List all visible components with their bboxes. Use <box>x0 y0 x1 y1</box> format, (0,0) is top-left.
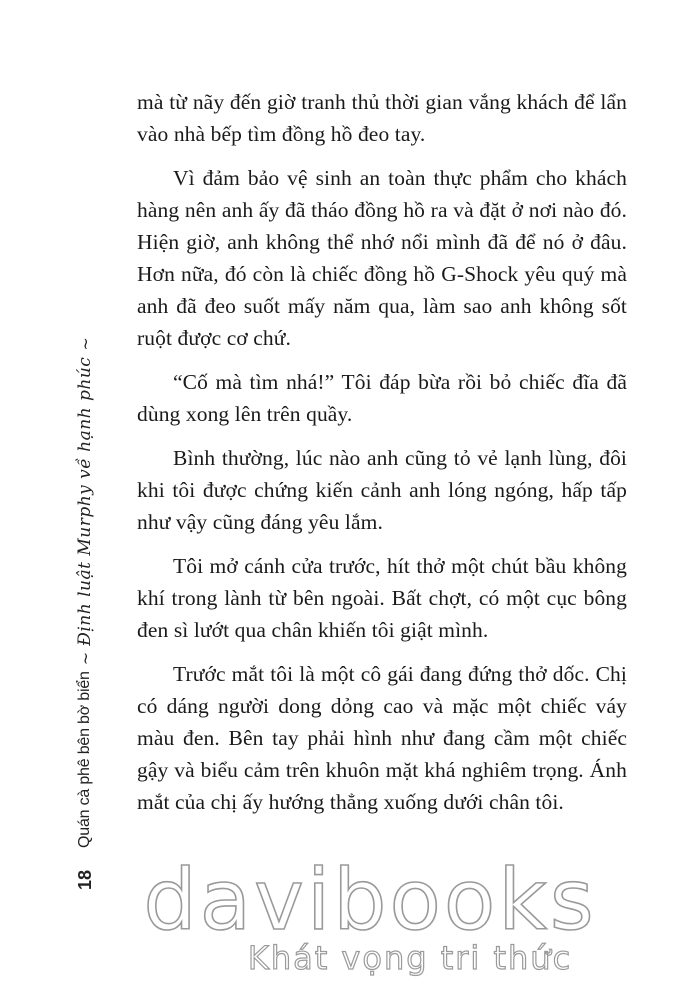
paragraph-continuation: mà từ nãy đến giờ tranh thủ thời gian vắng khách để lẩn vào nhà bếp tìm đồng hồ đeo tay. <box>137 90 627 146</box>
watermark-name: davibooks <box>143 851 597 949</box>
book-subtitle: Định luật Murphy về hạnh phúc <box>75 356 95 646</box>
paragraph: Bình thường, lúc nào anh cũng tỏ vẻ lạnh lùng, đôi khi tôi được chứng kiến cảnh anh lóng ngóng, hấp tấp như vậy cũng đáng yêu lắm. <box>137 446 627 534</box>
paragraph: “Cố mà tìm nhá!” Tôi đáp bừa rồi bỏ chiếc đĩa đã dùng xong lên trên quầy. <box>137 370 627 426</box>
body-text <box>137 86 627 830</box>
paragraph: Tôi mở cánh cửa trước, hít thở một chút bầu không khí trong lành từ bên ngoài. Bất chợt, có một cục bông đen sì lướt qua chân khiến tôi giật mình. <box>137 554 627 642</box>
book-title: Quán cà phê bên bờ biển <box>76 671 93 848</box>
publisher-watermark <box>0 851 700 977</box>
paragraph: Vì đảm bảo vệ sinh an toàn thực phẩm cho khách hàng nên anh ấy đã tháo đồng hồ ra và đặt ở nơi nào đó. Hiện giờ, anh không thể nhớ nổi mình đã để nó ở đâu. Hơn nữa, đó còn là chiếc đồng hồ G-Shock yêu quý mà anh đã đeo suốt mấy năm qua, làm sao anh không sốt ruột được cơ chứ. <box>137 166 627 350</box>
paragraph: Trước mắt tôi là một cô gái đang đứng thở dốc. Chị có dáng người dong dỏng cao và mặc một chiếc váy màu đen. Bên tay phải hình như đang cầm một chiếc gậy và biểu cảm trên khuôn mặt khá nghiêm trọng. Ánh mắt của chị ấy hướng thẳng xuống dưới chân tôi. <box>137 662 627 814</box>
watermark-tagline: Khát vọng tri thức <box>247 939 573 977</box>
running-header-vertical <box>65 90 105 890</box>
page-number: 18 <box>74 869 95 890</box>
title-end-separator: ~ <box>75 337 95 351</box>
title-separator: ~ <box>75 651 95 666</box>
